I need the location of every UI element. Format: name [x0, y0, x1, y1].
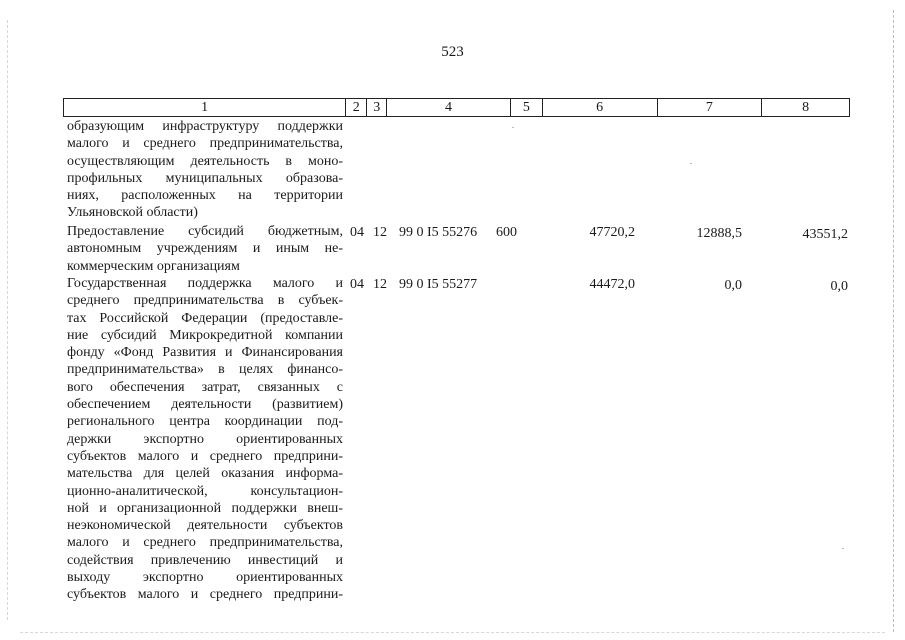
scan-speck [512, 127, 514, 128]
cell-amount-col8: 43551,2 [802, 227, 848, 242]
description-line: субъектов малого и среднего предприни- [67, 587, 343, 603]
header-col-8: 8 [802, 100, 810, 115]
description-line: неэкономической деятельности субъектов [67, 518, 343, 534]
table-row-description [67, 275, 343, 604]
header-col-4: 4 [387, 99, 511, 116]
description-line: Государственная поддержка малого и [67, 276, 343, 291]
description-line: осуществляющим деятельность в моно- [67, 153, 343, 169]
scan-right-edge [893, 10, 894, 632]
cell-subsection: 12 [373, 277, 387, 292]
description-line: ниях, расположенных на территории [67, 188, 343, 204]
description-line: вого обеспечения затрат, связанных с [67, 379, 343, 395]
cell-amount-col7: 0,0 [724, 278, 742, 293]
table-row-description [67, 118, 343, 222]
table-row-description [67, 223, 343, 275]
description-line: содействия привлечению инвестиций и [67, 552, 343, 568]
cell-section: 04 [350, 277, 364, 292]
header-col-2: 2 [346, 99, 367, 116]
scan-left-edge [7, 20, 8, 620]
header-col-5: 5 [511, 99, 543, 116]
description-line: ционно-аналитической, консультацион- [67, 483, 343, 499]
description-line: малого и среднего предпринимательства, [67, 136, 343, 152]
header-col-7: 7 [658, 99, 763, 116]
header-col-1: 1 [64, 99, 346, 116]
description-line: коммерческим организациям [67, 258, 240, 274]
description-line: ние субсидий Микрокредитной компании [67, 327, 343, 343]
scan-speck [690, 163, 692, 164]
description-line: мательства для целей оказания информа- [67, 466, 343, 482]
scan-bottom-edge [20, 632, 885, 633]
cell-expense-type: 600 [496, 225, 517, 240]
description-line: среднего предпринимательства в субъек- [67, 293, 343, 309]
cell-target-article: 99 0 I5 55277 [399, 277, 478, 292]
description-line: выходу экспортно ориентированных [67, 570, 343, 586]
cell-subsection: 12 [373, 225, 387, 240]
description-line: обеспечением деятельности (развитием) [67, 397, 343, 413]
description-line: образующим инфраструктуру поддержки [67, 119, 343, 134]
description-line: Предоставление субсидий бюджетным, [67, 224, 343, 239]
cell-amount-col6: 47720,2 [589, 225, 635, 240]
description-line: субъектов малого и среднего предприни- [67, 448, 343, 464]
cell-amount-col6: 44472,0 [589, 277, 635, 292]
scan-speck [842, 548, 844, 549]
description-line: регионального центра координации под- [67, 414, 343, 430]
table-header [63, 98, 850, 117]
description-line: ной и организационной поддержки внеш- [67, 500, 343, 516]
description-line: фонду «Фонд Развития и Финансирования [67, 345, 343, 361]
description-line: малого и среднего предпринимательства, [67, 535, 343, 551]
cell-amount-col8: 0,0 [830, 279, 848, 294]
description-line: профильных муниципальных образова- [67, 170, 343, 186]
cell-target-article: 99 0 I5 55276 [399, 225, 478, 240]
description-line: автономным учреждениям и иным не- [67, 241, 343, 257]
cell-amount-col7: 12888,5 [696, 226, 742, 241]
cell-section: 04 [350, 225, 364, 240]
description-line: тах Российской Федерации (предоставле- [67, 310, 343, 326]
header-col-6: 6 [543, 99, 658, 116]
description-line: держки экспортно ориентированных [67, 431, 343, 447]
description-line: Ульяновской области) [67, 205, 198, 221]
description-line: предпринимательства» в целях финансо- [67, 362, 343, 378]
header-col-3: 3 [367, 99, 387, 116]
page-number: 523 [441, 44, 464, 60]
